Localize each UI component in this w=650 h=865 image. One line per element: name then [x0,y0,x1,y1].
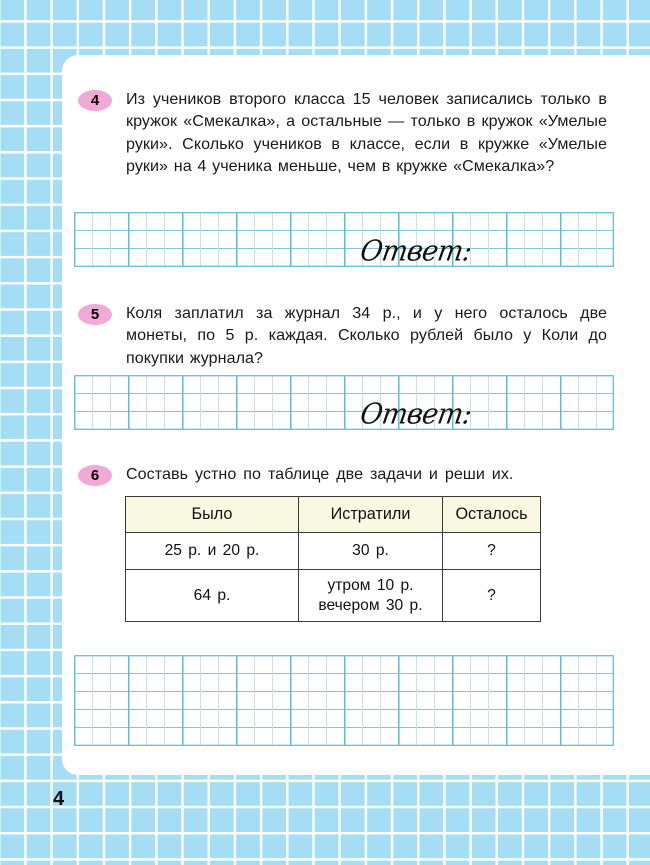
table-header-was: Было [126,497,299,533]
table-row [126,533,541,570]
cell-left-2: ? [443,570,541,622]
money-table [125,496,541,622]
cell-spent-2-line2: вечером 30 р. [318,596,423,614]
task-4-text: Из учеников второго класса 15 человек записались только в кружок «Смекалка», а остальные — только в кружок «Умелые руки». Сколько учеников в классе, если в кружке «Умелые руки» на 4 ученика меньше, чем в кружке «Смекалка»? [126,90,607,175]
worksheet-work-grid[interactable] [74,655,614,746]
table-row [126,570,541,622]
worksheet-sheet [62,55,650,775]
task-number-badge-4: 4 [78,90,112,111]
task-4-answer-grid[interactable] [74,212,614,267]
cell-left-1: ? [443,533,541,570]
cell-spent-2-line1: утром 10 р. [327,576,414,594]
task-5-answer-label: Ответ: [358,398,474,431]
task-5-text: Коля заплатил за журнал 34 р., и у него осталось две монеты, по 5 р. каждая. Сколько рублей было у Коли до покупки журнала? [126,304,607,367]
cell-was-1: 25 р. и 20 р. [126,533,299,570]
task-number-badge-5: 5 [78,304,112,325]
table-header-left: Осталось [443,497,541,533]
cell-spent-2 [299,570,443,622]
cell-spent-1: 30 р. [299,533,443,570]
task-6-text: Составь устно по таблице две задачи и реши их. [126,465,514,483]
task-5-answer-grid[interactable] [74,375,614,430]
task-number-badge-6: 6 [78,465,112,486]
page-number: 4 [53,788,65,810]
task-4-answer-label: Ответ: [358,235,474,268]
cell-was-2: 64 р. [126,570,299,622]
table-header-spent: Истратили [299,497,443,533]
table-header-row [126,497,541,533]
